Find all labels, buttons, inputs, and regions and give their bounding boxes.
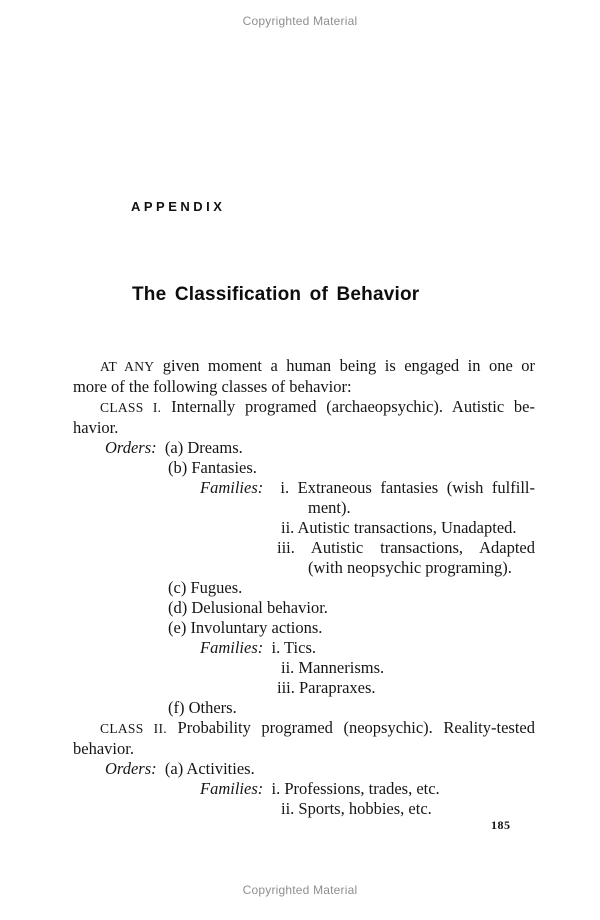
- body-text: [73, 356, 535, 819]
- text-line: [73, 397, 535, 418]
- text-line: [73, 759, 535, 779]
- text-segment: (e) Involuntary actions.: [168, 618, 323, 637]
- italic-label: Families:: [200, 779, 264, 798]
- text-segment: (with neopsychic programing).: [308, 558, 512, 577]
- smallcaps-text: CLASS I.: [100, 400, 162, 415]
- text-segment: iii. Parapraxes.: [277, 678, 376, 697]
- page-title: The Classification of Behavior: [132, 284, 420, 305]
- text-line: [73, 718, 535, 739]
- text-segment: more of the following classes of behavior:: [73, 377, 352, 396]
- text-segment: behavior.: [73, 739, 134, 758]
- text-line: [73, 658, 535, 678]
- text-line: [73, 498, 535, 518]
- smallcaps-text: AT ANY: [100, 359, 155, 374]
- text-segment: ii. Mannerisms.: [281, 658, 385, 677]
- text-line: [73, 779, 535, 799]
- text-segment: given moment a human being is engaged in one or: [154, 356, 535, 375]
- text-segment: i. Professions, trades, etc.: [263, 779, 440, 798]
- appendix-label: APPENDIX: [131, 199, 226, 214]
- text-line: [73, 698, 535, 718]
- text-segment: (f) Others.: [168, 698, 237, 717]
- text-segment: (a) Activities.: [156, 759, 255, 778]
- text-line: [73, 458, 535, 478]
- copyright-notice-top: Copyrighted Material: [242, 14, 358, 28]
- text-line: [73, 377, 535, 397]
- text-line: [73, 638, 535, 658]
- text-segment: (a) Dreams.: [156, 438, 243, 457]
- text-line: [73, 799, 535, 819]
- text-line: [73, 678, 535, 698]
- text-line: [73, 478, 535, 498]
- text-line: [73, 598, 535, 618]
- italic-label: Orders:: [105, 438, 157, 457]
- text-segment: Internally programed (archaeopsychic). Autistic be-: [161, 397, 535, 416]
- italic-label: Orders:: [105, 759, 157, 778]
- text-segment: Probability programed (neopsychic). Reality-tested: [166, 718, 535, 737]
- text-segment: ment).: [308, 498, 351, 517]
- text-line: [73, 438, 535, 458]
- text-line: [73, 518, 535, 538]
- text-line: [73, 618, 535, 638]
- text-segment: iii. Autistic transactions, Adapted: [277, 538, 535, 557]
- text-segment: (b) Fantasies.: [168, 458, 257, 477]
- page-number: 185: [491, 818, 511, 832]
- text-line: [73, 739, 535, 759]
- text-segment: i. Extraneous fantasies (wish fulfill-: [263, 478, 535, 497]
- text-segment: havior.: [73, 418, 119, 437]
- text-line: [73, 578, 535, 598]
- text-segment: i. Tics.: [263, 638, 316, 657]
- smallcaps-text: CLASS II.: [100, 721, 167, 736]
- text-line: [73, 558, 535, 578]
- italic-label: Families:: [200, 638, 264, 657]
- copyright-notice-bottom: Copyrighted Material: [242, 883, 358, 897]
- text-segment: ii. Sports, hobbies, etc.: [281, 799, 432, 818]
- text-segment: (c) Fugues.: [168, 578, 243, 597]
- text-line: [73, 538, 535, 558]
- text-segment: (d) Delusional behavior.: [168, 598, 328, 617]
- text-segment: ii. Autistic transactions, Unadapted.: [281, 518, 517, 537]
- italic-label: Families:: [200, 478, 264, 497]
- text-line: [73, 418, 535, 438]
- text-line: [73, 356, 535, 377]
